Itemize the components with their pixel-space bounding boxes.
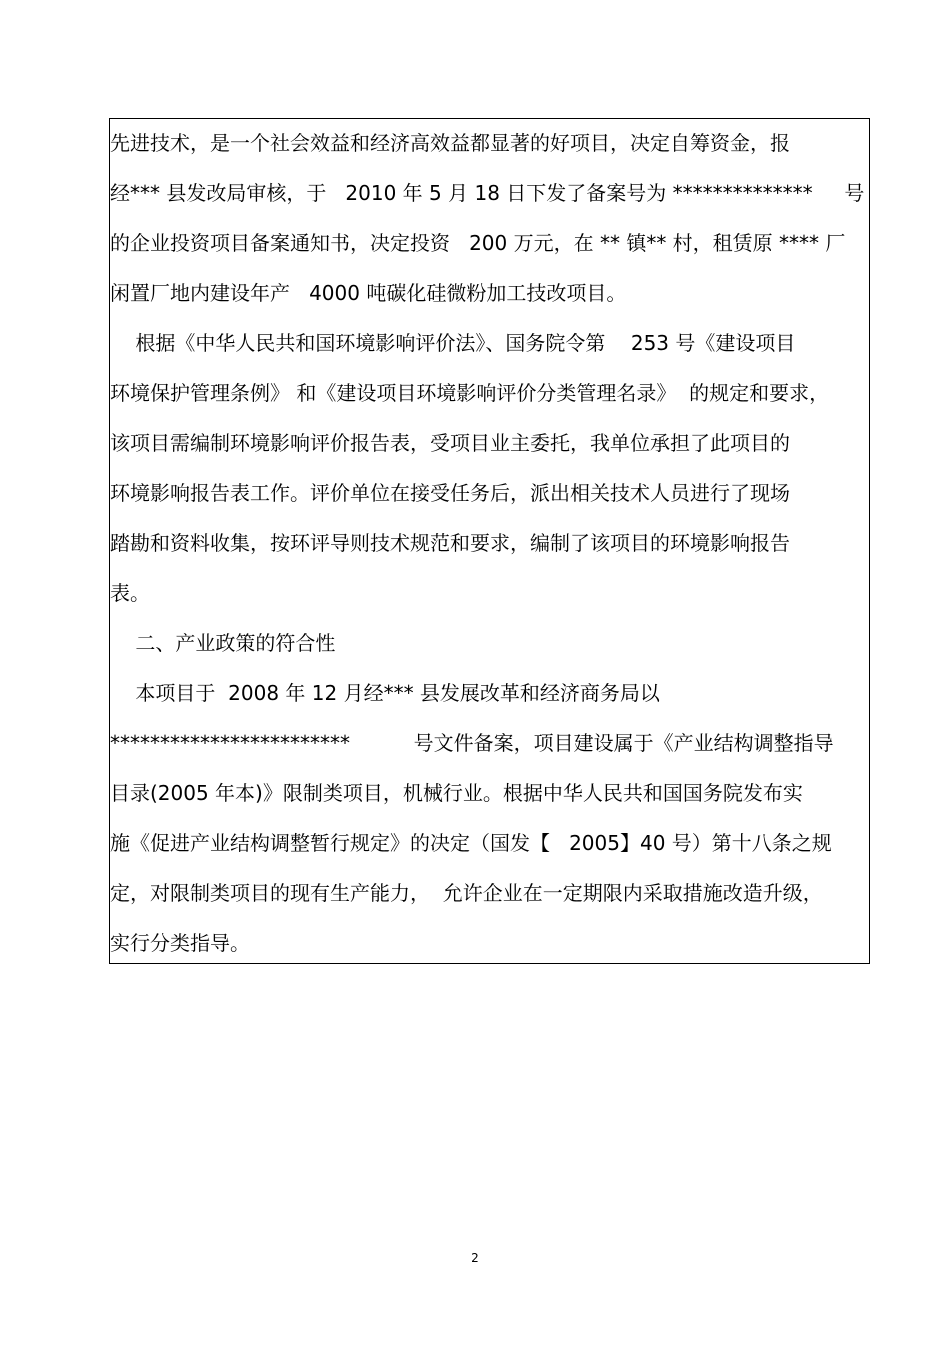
text-line: 根据《中华人民共和国环境影响评价法》、国务院令第 253 号《建设项目 bbox=[110, 331, 796, 355]
text-line: 定，对限制类项目的现有生产能力， 允许企业在一定期限内采取措施改造升级， bbox=[110, 881, 823, 905]
text-line: 本项目于 2008 年 12 月经*** 县发展改革和经济商务局以 bbox=[110, 681, 660, 705]
text-line: 闲置厂地内建设年产 4000 吨碳化硅微粉加工技改项目。 bbox=[110, 281, 627, 305]
text-line: 施《促进产业结构调整暂行规定》的决定（国发【 2005】40 号）第十八条之规 bbox=[110, 831, 832, 855]
text-line: 环境保护管理条例》 和《建设项目环境影响评价分类管理名录》 的规定和要求， bbox=[110, 381, 830, 405]
text-line: 的企业投资项目备案通知书，决定投资 200 万元，在 ** 镇** 村，租赁原 **** 厂 bbox=[110, 231, 846, 255]
text-line: 该项目需编制环境影响评价报告表，受项目业主委托，我单位承担了此项目的 bbox=[110, 431, 790, 455]
text-line: 实行分类指导。 bbox=[110, 931, 250, 955]
text-line: 环境影响报告表工作。评价单位在接受任务后，派出相关技术人员进行了现场 bbox=[110, 481, 790, 505]
page-number: 2 bbox=[471, 1251, 479, 1265]
section-heading: 二、产业政策的符合性 bbox=[110, 631, 336, 655]
text-line: ************************ 号文件备案，项目建设属于《产业结构调整指导 bbox=[110, 731, 834, 755]
text-line: 表。 bbox=[110, 581, 150, 605]
text-line: 目录(2005 年本)》限制类项目，机械行业。根据中华人民共和国国务院发布实 bbox=[110, 781, 803, 805]
text-line: 经*** 县发改局审核，于 2010 年 5 月 18 日下发了备案号为 ************** 号 bbox=[110, 181, 865, 205]
text-line: 踏勘和资料收集，按环评导则技术规范和要求，编制了该项目的环境影响报告 bbox=[110, 531, 790, 555]
text-line: 先进技术，是一个社会效益和经济高效益都显著的好项目，决定自筹资金，报 bbox=[110, 131, 790, 155]
content-box bbox=[109, 118, 870, 964]
